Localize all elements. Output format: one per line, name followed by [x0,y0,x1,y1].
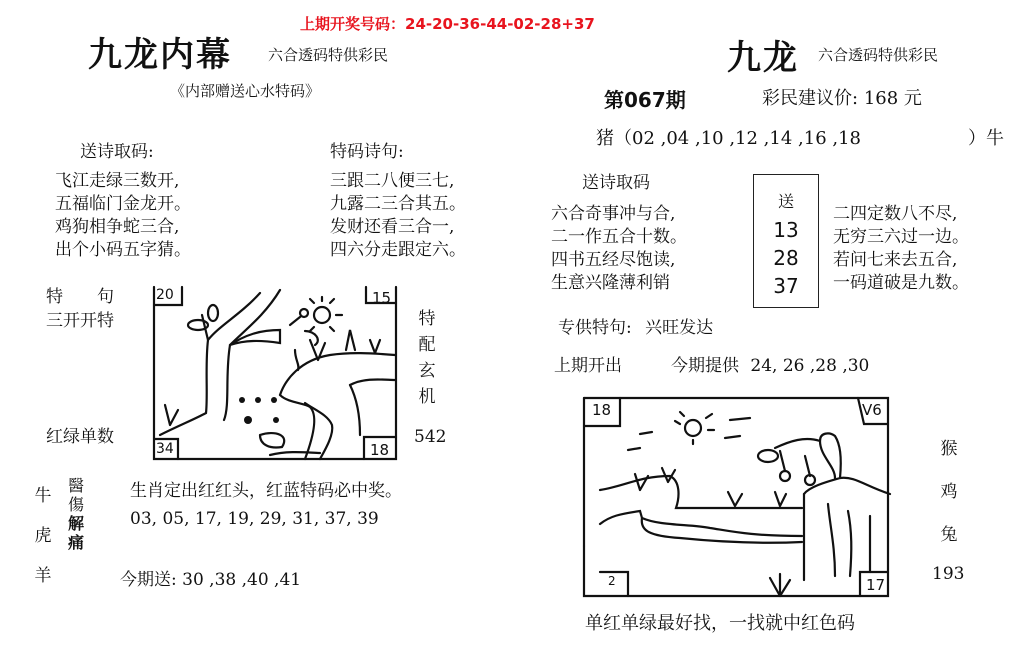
pig-line-suffix: ）牛 [968,128,1004,149]
provide-numbers: 24, 26 ,28 ,30 [750,356,870,376]
left-tagline: 六合透码特供彩民 [268,46,389,64]
pig-numbers: 02 ,04 ,10 ,12 ,14 ,16 ,18 [632,128,861,149]
today-send-label: 今期送: [120,570,177,590]
right-special-phrase: 兴旺发达 [645,318,714,338]
last-draw-label: 上期开奖号码： [300,15,406,33]
poem-line: 飞江走绿三数开, [55,171,180,191]
poem-line: 四书五经尽饱读, [551,250,676,270]
right-tagline: 六合透码特供彩民 [818,46,939,64]
left-poem2 [330,170,466,262]
zodiac-line: 生肖定出红红头，红蓝特码必中奖。 [130,481,402,501]
poem-line: 出个小码五字猜。 [55,240,191,260]
corner-number: 18 [592,401,612,419]
price-value: 168 元 [863,88,922,109]
left-special-label: 特 句 [46,287,114,307]
price-label: 彩民建议价: [762,88,859,109]
right-special [558,317,713,340]
left-poem1-heading: 送诗取码: [80,142,154,162]
poem-line: 六合奇事冲与合, [551,204,676,224]
poem-line: 四六分走跟定六。 [330,240,466,260]
last-open-label: 上期开出 [554,356,622,376]
right-special-label: 专供特句: [558,318,632,338]
corner-number: 18 [370,441,390,459]
issue-number: 第067期 [604,88,686,112]
right-side-vertical: 猴 鸡 兔 [940,439,958,545]
left-title: 九龙内幕 [88,35,232,75]
zodiac-numbers: 03, 05, 17, 19, 29, 31, 37, 39 [130,509,379,529]
left-special-phrase: 三开开特 [46,311,114,331]
left-subtitle: 《内部赠送心水特码》 [170,82,321,100]
pig-line: 猪（02 ,04 ,10 ,12 ,14 ,16 ,18 [596,128,861,149]
last-draw-banner [300,13,595,34]
poem-line: 鸡狗相争蛇三合, [55,217,180,237]
right-title: 九龙 [727,38,799,78]
poem-line: 三跟二八便三七, [330,171,455,191]
send-box [753,174,819,308]
provide-label: 今期提供 [671,356,739,376]
poem-line: 发财还看三合一, [330,217,455,237]
today-send-numbers: 30 ,38 ,40 ,41 [182,570,302,590]
left-poem1 [55,170,191,262]
left-sketch-picture [150,285,398,461]
left-poem2-heading: 特码诗句: [330,142,404,162]
right-sketch-picture [580,396,892,598]
corner-number: V6 [862,401,882,419]
right-poem1-heading: 送诗取码 [582,173,650,193]
poem-line: 二一作五合十数。 [551,227,687,247]
zodiac-list: 牛 虎 羊 [34,486,52,586]
price [762,84,922,110]
corner-number: 2 [608,574,616,588]
today-send [120,569,301,592]
send-box-number: 28 [773,246,799,270]
poem-line: 若问七来去五合, [833,250,958,270]
poem-line: 无穷三六过一边。 [833,227,969,247]
send-box-number: 37 [773,274,799,298]
poem-line: 五福临门金龙开。 [55,194,191,214]
right-poem1 [551,203,687,295]
heal-vertical: 醫 傷 解 痛 [67,476,84,552]
corner-number: 15 [372,289,392,307]
poem-line: 二四定数八不尽, [833,204,958,224]
provide [671,355,869,378]
right-poem2 [833,203,969,295]
send-box-label: 送 [777,192,794,211]
last-draw-numbers: 24-20-36-44-02-28+37 [405,15,595,33]
left-side-vertical: 特 配 玄 机 [418,309,436,407]
corner-number: 20 [156,287,174,303]
poem-line: 生意兴隆薄利销 [551,273,670,293]
landscape-sketch-icon [150,285,398,461]
corner-number: 34 [156,441,174,457]
poem-line: 九露二三合其五。 [330,194,466,214]
right-side-number: 193 [932,564,965,584]
left-red-green-label: 红绿单数 [46,427,114,447]
corner-number: 17 [866,576,886,594]
left-side-number: 542 [414,427,447,447]
landscape-sketch-icon [580,396,892,598]
poem-line: 一码道破是九数。 [833,273,969,293]
right-footer-line: 单红单绿最好找，一找就中红色码 [585,613,855,634]
send-box-number: 13 [773,218,799,242]
